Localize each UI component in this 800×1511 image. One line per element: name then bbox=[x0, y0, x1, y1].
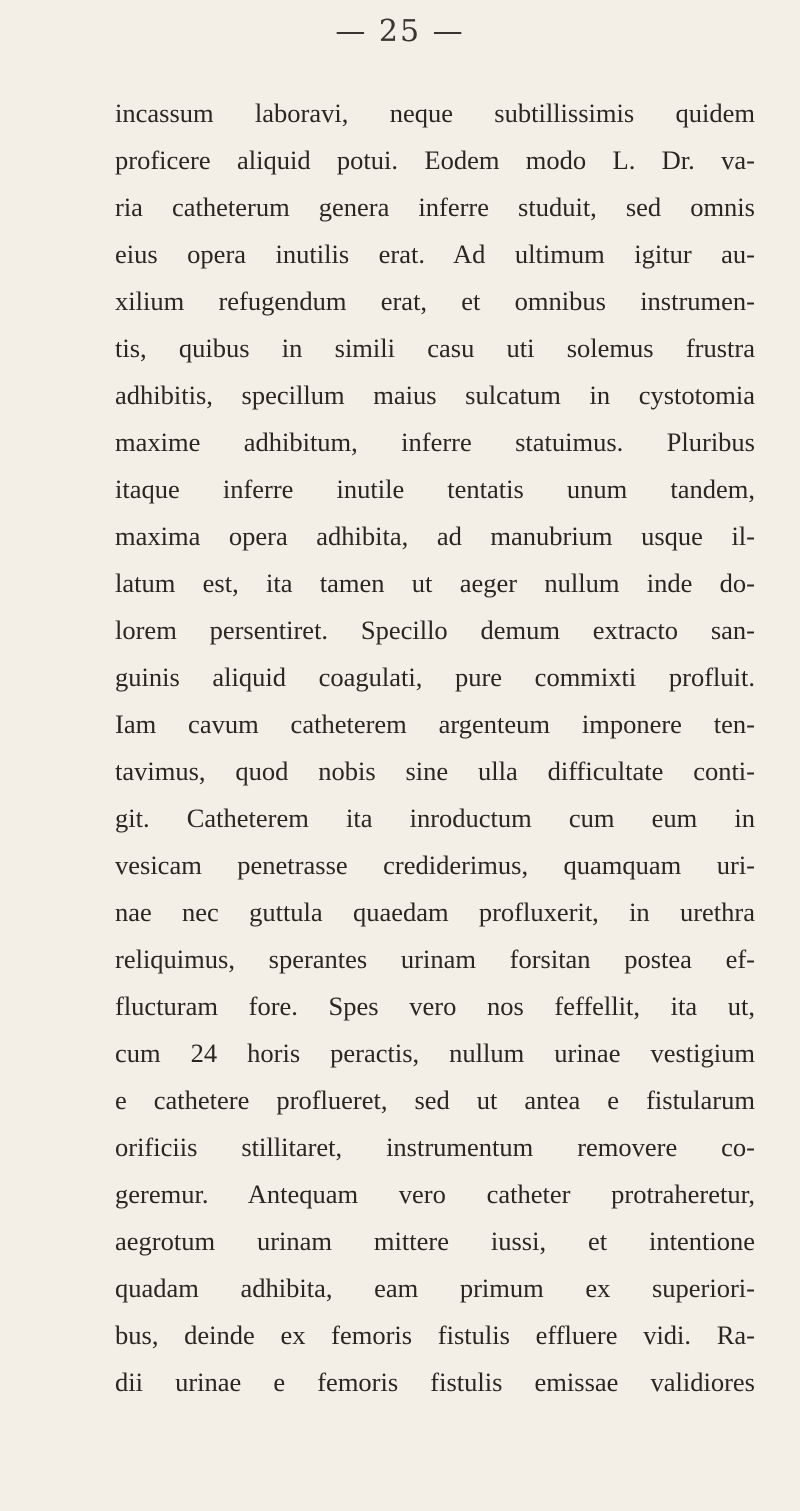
text-line: dii urinae e femoris fistulis emissae validiores bbox=[115, 1367, 755, 1397]
text-line: xilium refugendum erat, et omnibus instrumen- bbox=[115, 286, 755, 316]
text-line: lorem persentiret. Specillo demum extracto san- bbox=[115, 615, 755, 645]
text-line: tis, quibus in simili casu uti solemus frustra bbox=[115, 333, 755, 363]
text-line: bus, deinde ex femoris fistulis effluere vidi. Ra- bbox=[115, 1320, 755, 1350]
text-line: maxima opera adhibita, ad manubrium usque il- bbox=[115, 521, 755, 551]
text-line: vesicam penetrasse crediderimus, quamquam uri- bbox=[115, 850, 755, 880]
text-line: flucturam fore. Spes vero nos feffellit, ita ut, bbox=[115, 991, 755, 1021]
text-line: guinis aliquid coagulati, pure commixti profluit. bbox=[115, 662, 755, 692]
text-line: git. Catheterem ita inroductum cum eum in bbox=[115, 803, 755, 833]
text-line: aegrotum urinam mittere iussi, et intentione bbox=[115, 1226, 755, 1256]
text-line: latum est, ita tamen ut aeger nullum inde do- bbox=[115, 568, 755, 598]
text-line: tavimus, quod nobis sine ulla difficultate conti- bbox=[115, 756, 755, 786]
text-line: proficere aliquid potui. Eodem modo L. Dr. va- bbox=[115, 145, 755, 175]
text-line: ria catheterum genera inferre studuit, sed omnis bbox=[115, 192, 755, 222]
text-line: Iam cavum catheterem argenteum imponere ten- bbox=[115, 709, 755, 739]
text-line: incassum laboravi, neque subtillissimis quidem bbox=[115, 98, 755, 128]
text-line: e cathetere proflueret, sed ut antea e fistularum bbox=[115, 1085, 755, 1115]
text-line: reliquimus, sperantes urinam forsitan postea ef- bbox=[115, 944, 755, 974]
text-line: eius opera inutilis erat. Ad ultimum igitur au- bbox=[115, 239, 755, 269]
text-line: cum 24 horis peractis, nullum urinae vestigium bbox=[115, 1038, 755, 1068]
page-number: — 25 — bbox=[335, 14, 465, 49]
text-line: quadam adhibita, eam primum ex superiori- bbox=[115, 1273, 755, 1303]
text-line: orificiis stillitaret, instrumentum removere co- bbox=[115, 1132, 755, 1162]
text-line: adhibitis, specillum maius sulcatum in cystotomia bbox=[115, 380, 755, 410]
body-text bbox=[115, 90, 755, 1406]
text-line: nae nec guttula quaedam profluxerit, in urethra bbox=[115, 897, 755, 927]
text-line: itaque inferre inutile tentatis unum tandem, bbox=[115, 474, 755, 504]
text-line: maxime adhibitum, inferre statuimus. Pluribus bbox=[115, 427, 755, 457]
text-line: geremur. Antequam vero catheter protraheretur, bbox=[115, 1179, 755, 1209]
